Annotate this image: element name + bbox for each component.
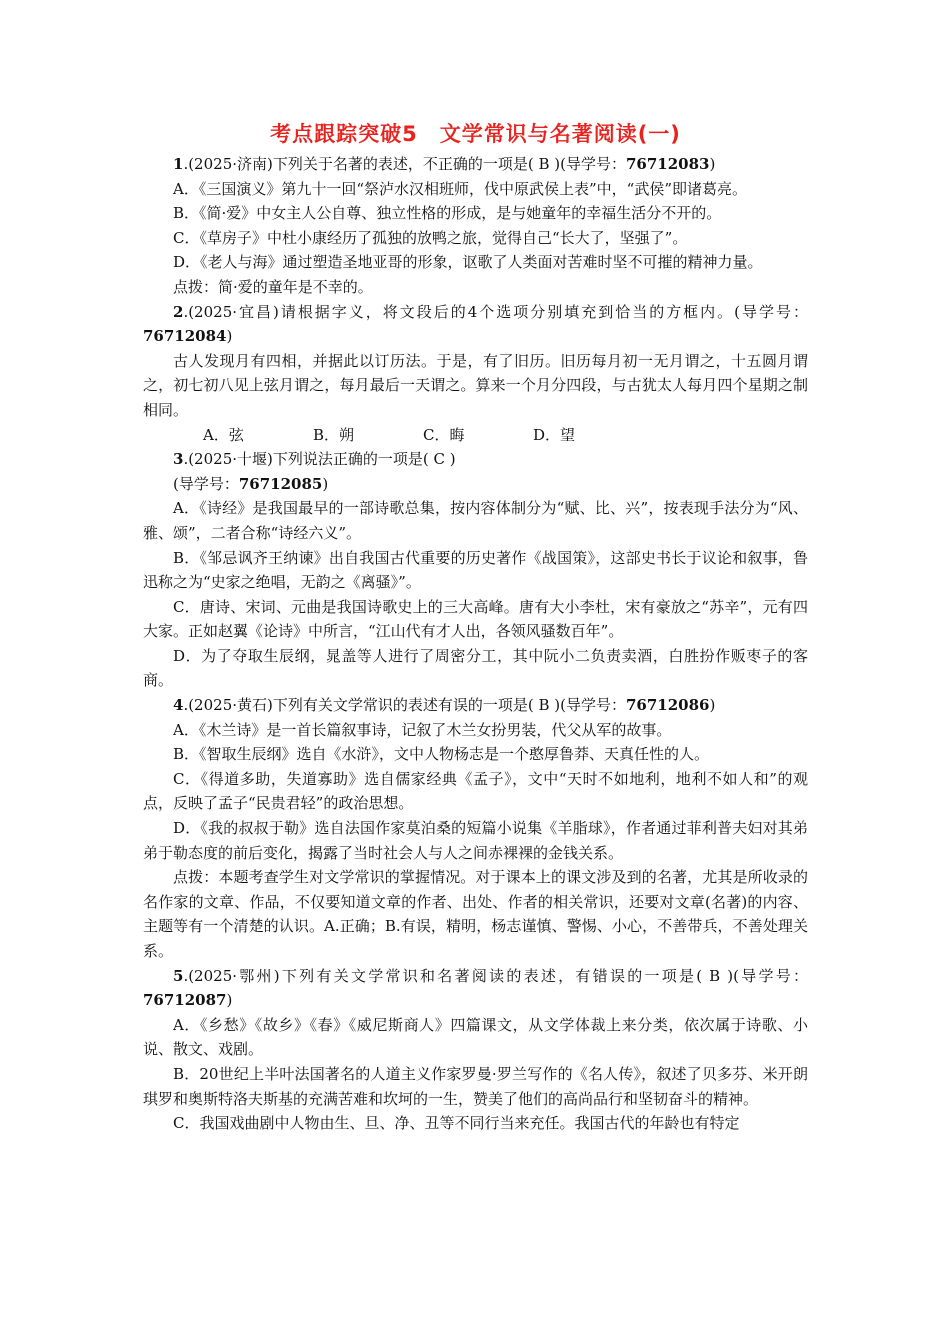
guide-close: ) bbox=[709, 155, 716, 173]
guide-open: (导学号： bbox=[173, 474, 239, 493]
guide-close: ) bbox=[226, 991, 233, 1010]
question-number: 5 bbox=[173, 966, 184, 985]
question-text: .(2025·黄石)下列有关文学常识的表述有误的一项是( B )(导学号： bbox=[183, 696, 626, 715]
question-number: 2 bbox=[173, 302, 184, 321]
guide-code: 76712087 bbox=[143, 991, 227, 1010]
option-c: C．晦 bbox=[423, 425, 465, 444]
page-title: 考点跟踪突破5 文学常识与名著阅读(一) bbox=[270, 122, 681, 146]
question-text: .(2025·十堰)下列说法正确的一项是( C ) bbox=[183, 450, 456, 469]
question-3-option-c: C．唐诗、宋词、元曲是我国诗歌史上的三大高峰。唐有大小李杜，宋有豪放之“苏辛”，元有四大家。正如赵翼《论诗》中所言，“江山代有才人出，各领风骚数百年”。 bbox=[143, 597, 808, 641]
question-5-option-c: C．我国戏曲剧中人物由生、旦、净、丑等不同行当来充任。我国古代的年龄也有特定 bbox=[173, 1114, 740, 1133]
question-3-option-d: D．为了夺取生辰纲，晁盖等人进行了周密分工，其中阮小二负责卖酒，白胜扮作贩枣子的客商。 bbox=[143, 646, 808, 690]
question-3-stem bbox=[143, 447, 808, 472]
question-text: .(2025·宜昌)请根据字义，将文段后的4个选项分别填充到恰当的方框内。(导学号： bbox=[183, 302, 808, 321]
guide-code: 76712086 bbox=[625, 696, 710, 715]
question-text: .(2025·济南)下列关于名著的表述，不正确的一项是( B )(导学号： bbox=[183, 155, 626, 173]
question-number: 3 bbox=[173, 450, 184, 469]
question-4-option-a: A．《木兰诗》是一首长篇叙事诗，记叙了木兰女扮男装，代父从军的故事。 bbox=[173, 720, 672, 739]
question-5-option-b: B．20世纪上半叶法国著名的人道主义作家罗曼·罗兰写作的《名人传》，叙述了贝多芬、米开朗琪罗和奥斯特洛夫斯基的充满苦难和坎坷的一生，赞美了他们的高尚品行和坚韧奋斗的精神。 bbox=[143, 1064, 808, 1108]
question-1-hint: 点拨：简·爱的童年是不幸的。 bbox=[173, 277, 373, 296]
guide-close: ) bbox=[226, 327, 233, 346]
question-number: 4 bbox=[173, 696, 184, 715]
guide-close: ) bbox=[709, 696, 716, 715]
document-page bbox=[143, 118, 808, 1136]
question-4-option-b: B．《智取生辰纲》选自《水浒》，文中人物杨志是一个憨厚鲁莽、天真任性的人。 bbox=[173, 745, 710, 764]
question-4-hint: 点拨：本题考查学生对文学常识的掌握情况。对于课本上的课文涉及到的名著，尤其是所收录的名作家的文章、作品，不仅要知道文章的作者、出处、作者的相关常识，还要对文章(名著)的内容、主题等有一个清楚的认识。A.正确；B.有误，精明，杨志谨慎、警惕、小心，不善带兵，不善处理关系。 bbox=[143, 868, 808, 960]
option-d: D．望 bbox=[533, 425, 576, 444]
option-b: B．朔 bbox=[313, 425, 355, 444]
question-2-options bbox=[143, 423, 808, 448]
question-2-stem bbox=[143, 300, 808, 349]
question-5-option-a: A．《乡愁》《故乡》《春》《威尼斯商人》四篇课文，从文学体裁上来分类，依次属于诗歌、小说、散文、戏剧。 bbox=[143, 1015, 808, 1059]
question-number: 1 bbox=[173, 155, 184, 173]
question-1-option-c: C．《草房子》中杜小康经历了孤独的放鸭之旅，觉得自己“长大了，坚强了”。 bbox=[173, 228, 688, 247]
option-a: A．弦 bbox=[203, 425, 244, 444]
guide-code: 76712083 bbox=[625, 155, 710, 173]
question-3-option-b: B．《邹忌讽齐王纳谏》出自我国古代重要的历史著作《战国策》，这部史书长于议论和叙事，鲁迅称之为“史家之绝唱，无韵之《离骚》”。 bbox=[143, 548, 808, 592]
question-3-guide bbox=[143, 472, 808, 497]
question-3-option-a: A．《诗经》是我国最早的一部诗歌总集，按内容体制分为“赋、比、兴”，按表现手法分为“风、雅、颂”，二者合称“诗经六义”。 bbox=[143, 499, 808, 542]
question-1-option-d: D．《老人与海》通过塑造圣地亚哥的形象，讴歌了人类面对苦难时坚不可摧的精神力量。 bbox=[173, 253, 763, 272]
question-4-option-d: D．《我的叔叔于勒》选自法国作家莫泊桑的短篇小说集《羊脂球》，作者通过菲利普夫妇对其弟弟于勒态度的前后变化，揭露了当时社会人与人之间赤裸裸的金钱关系。 bbox=[143, 819, 808, 862]
question-5-stem bbox=[143, 964, 808, 1013]
question-4-option-c: C．《得道多助，失道寡助》选自儒家经典《孟子》，文中“天时不如地利，地利不如人和”的观点，反映了孟子“民贵君轻”的政治思想。 bbox=[143, 769, 808, 813]
question-2-passage: 古人发现月有四相，并据此以订历法。于是，有了旧历。旧历每月初一无月谓之，十五圆月谓之，初七初八见上弦月谓之，每月最后一天谓之。算来一个月分四段，与古犹太人每月四个星期之制相同。 bbox=[143, 351, 808, 419]
question-1-option-a: A．《三国演义》第九十一回“祭泸水汉相班师，伐中原武侯上表”中，“武侯”即诸葛亮。 bbox=[173, 179, 748, 198]
question-4-stem bbox=[143, 693, 808, 718]
question-1-stem bbox=[143, 152, 808, 177]
guide-code: 76712084 bbox=[143, 327, 227, 346]
question-1-option-b: B．《简·爱》中女主人公自尊、独立性格的形成，是与她童年的幸福生活分不开的。 bbox=[173, 204, 722, 223]
guide-close: ) bbox=[322, 474, 329, 493]
guide-code: 76712085 bbox=[238, 474, 323, 493]
question-text: .(2025·鄂州)下列有关文学常识和名著阅读的表述，有错误的一项是( B )(导学号： bbox=[183, 966, 808, 985]
